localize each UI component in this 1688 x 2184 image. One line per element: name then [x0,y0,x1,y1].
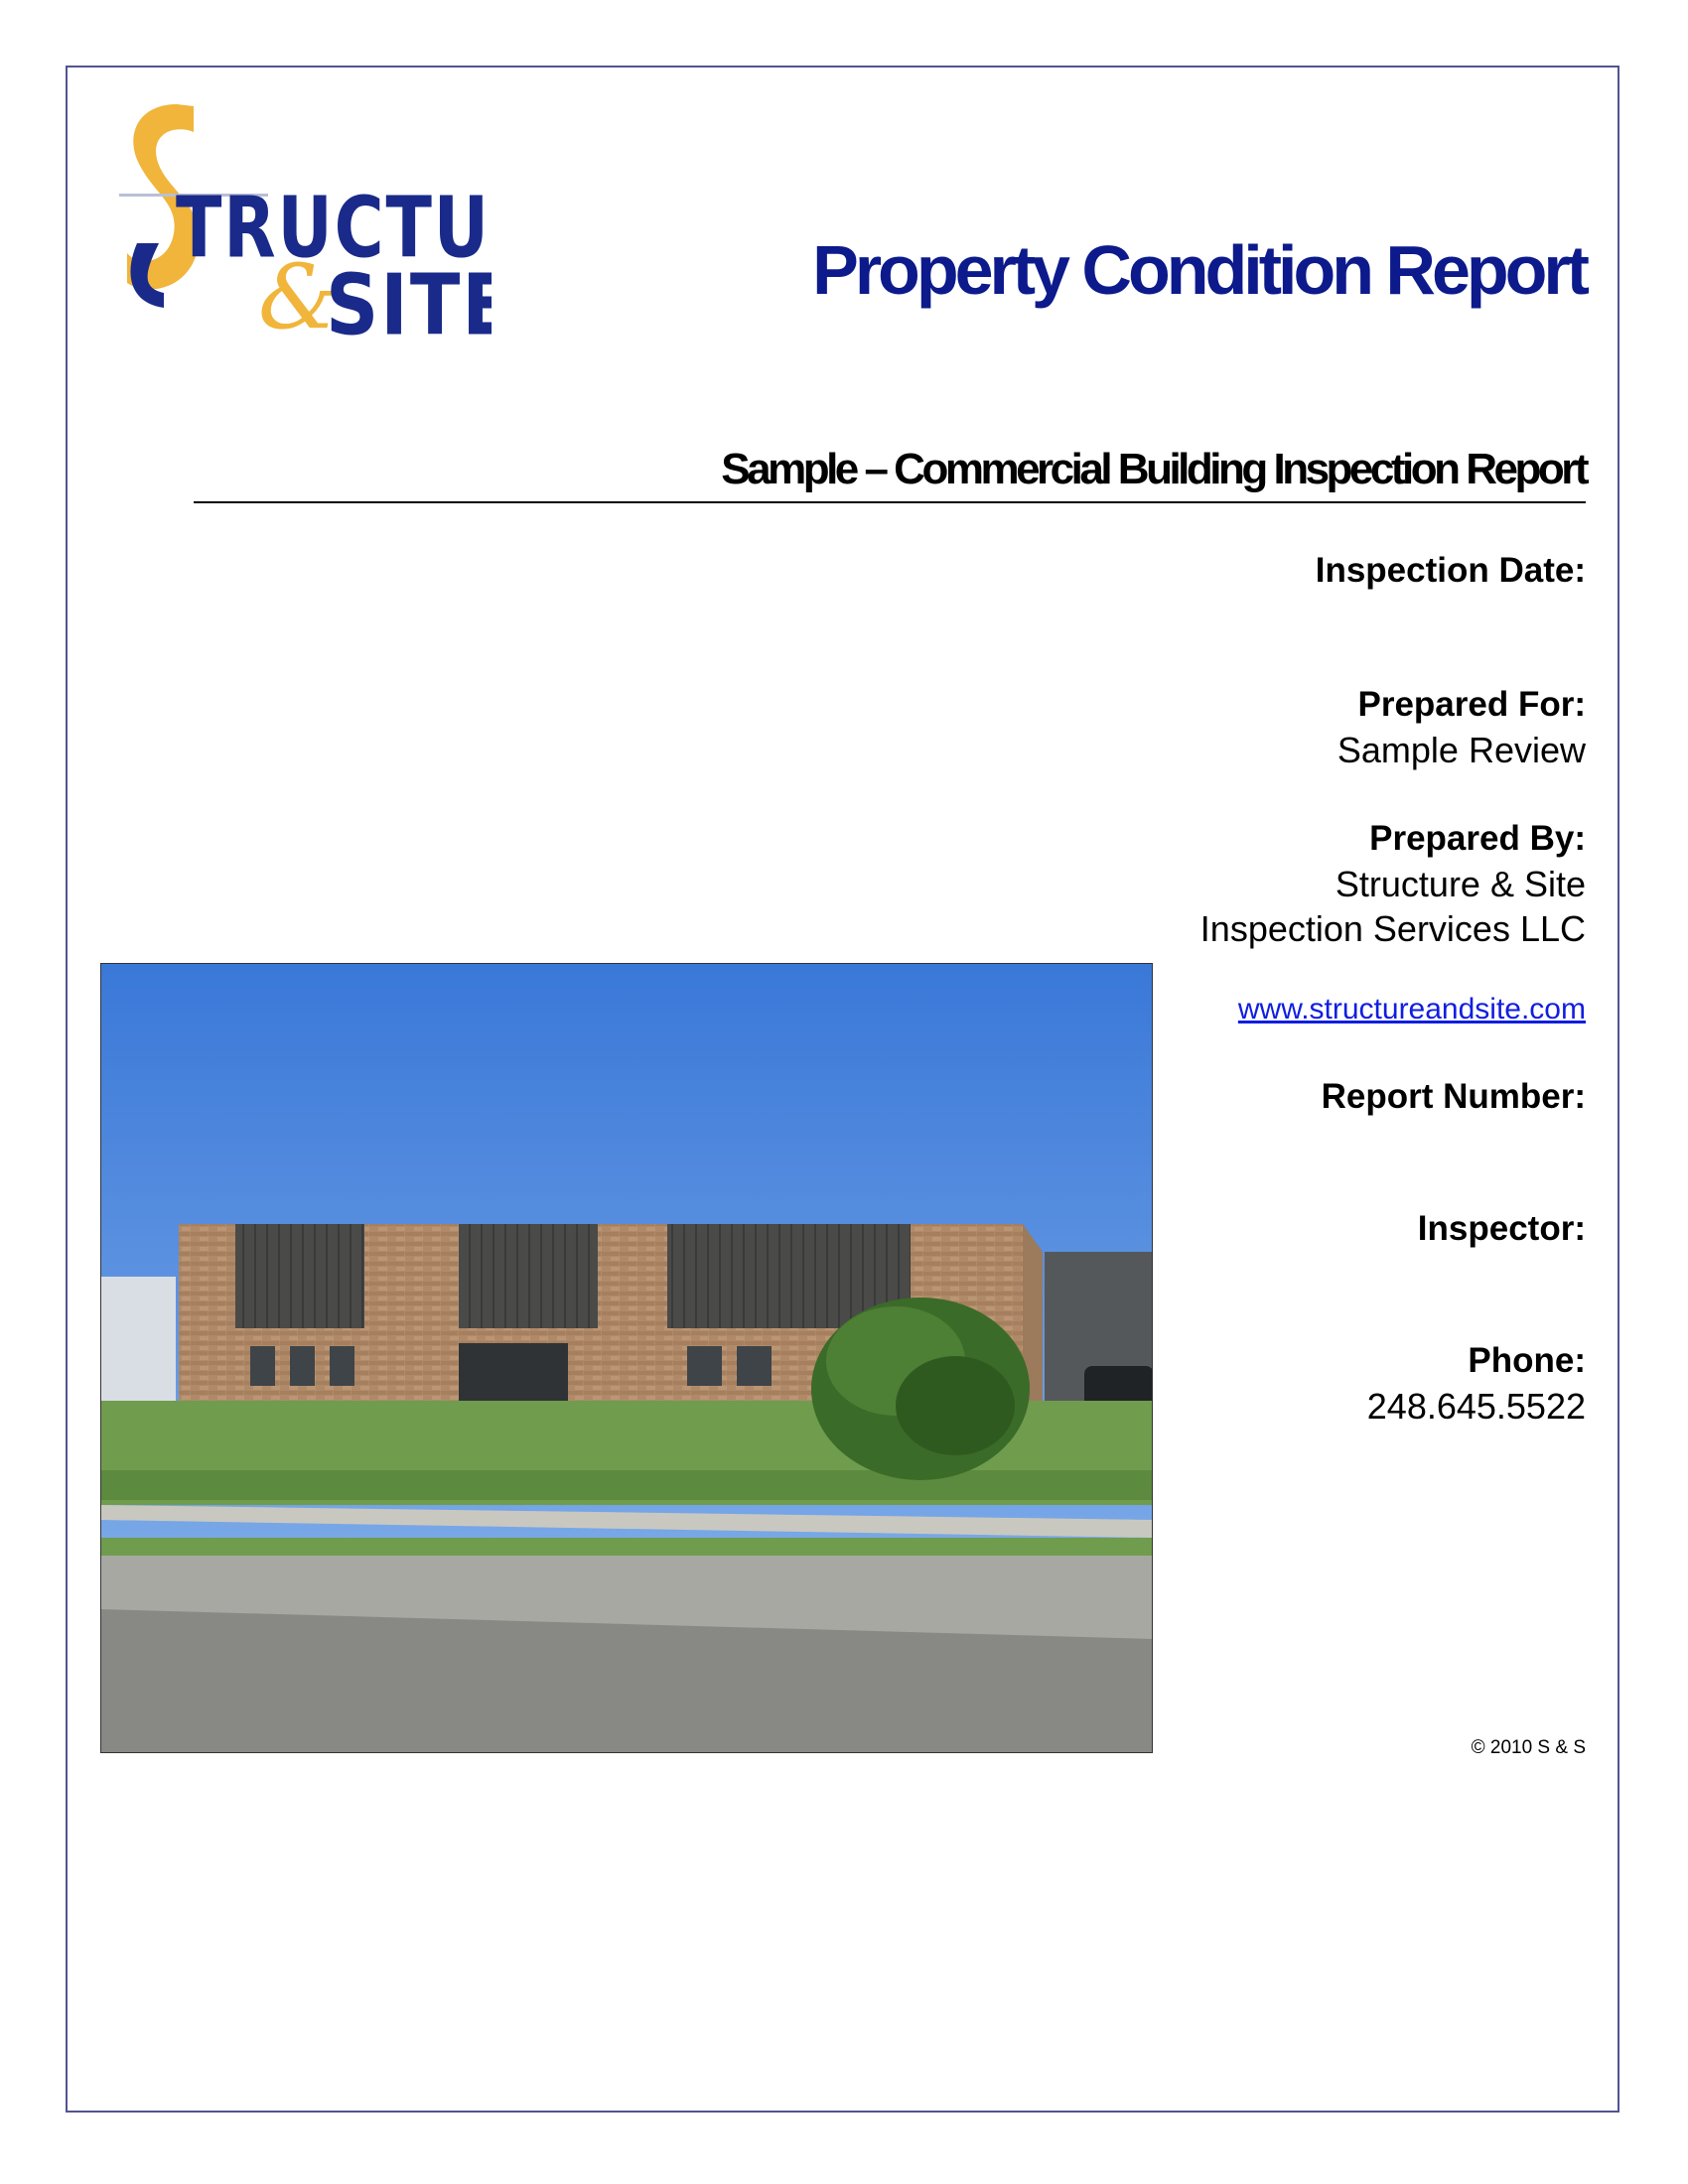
report-number-label: Report Number: [1321,1077,1586,1116]
inspection-date-label: Inspection Date: [1315,551,1586,590]
building-photo [100,963,1153,1753]
inspector-label: Inspector: [1417,1209,1586,1248]
website-block [1238,993,1586,1026]
inspection-date-block [1316,548,1586,594]
copyright-block [1472,1737,1586,1759]
inspector-block [1418,1206,1586,1252]
prepared-for-block [1337,682,1586,772]
title-divider [194,501,1586,503]
report-subtitle: Sample – Commercial Building Inspection Report [721,445,1586,493]
prepared-by-block [1200,816,1586,951]
logo-text-structure: TRUCTU [176,178,491,278]
prepared-for-label: Prepared For: [1357,685,1586,724]
phone-label: Phone: [1468,1341,1586,1380]
website-link[interactable]: www.structureandsite.com [1237,993,1586,1025]
prepared-for-value: Sample Review [1336,730,1586,770]
copyright-text: © 2010 S & S [1471,1737,1586,1758]
company-logo [119,94,492,347]
prepared-by-line2: Inspection Services LLC [1199,908,1586,949]
phone-block [1367,1338,1586,1429]
svg-text:&: & [258,245,339,347]
svg-text:SITE: SIT [326,255,463,347]
phone-value: 248.645.5522 [1366,1386,1586,1427]
report-number-block [1322,1074,1586,1120]
report-title: Property Condition Report [812,231,1586,309]
prepared-by-line1: Structure & Site [1335,864,1586,904]
prepared-by-label: Prepared By: [1369,819,1586,858]
